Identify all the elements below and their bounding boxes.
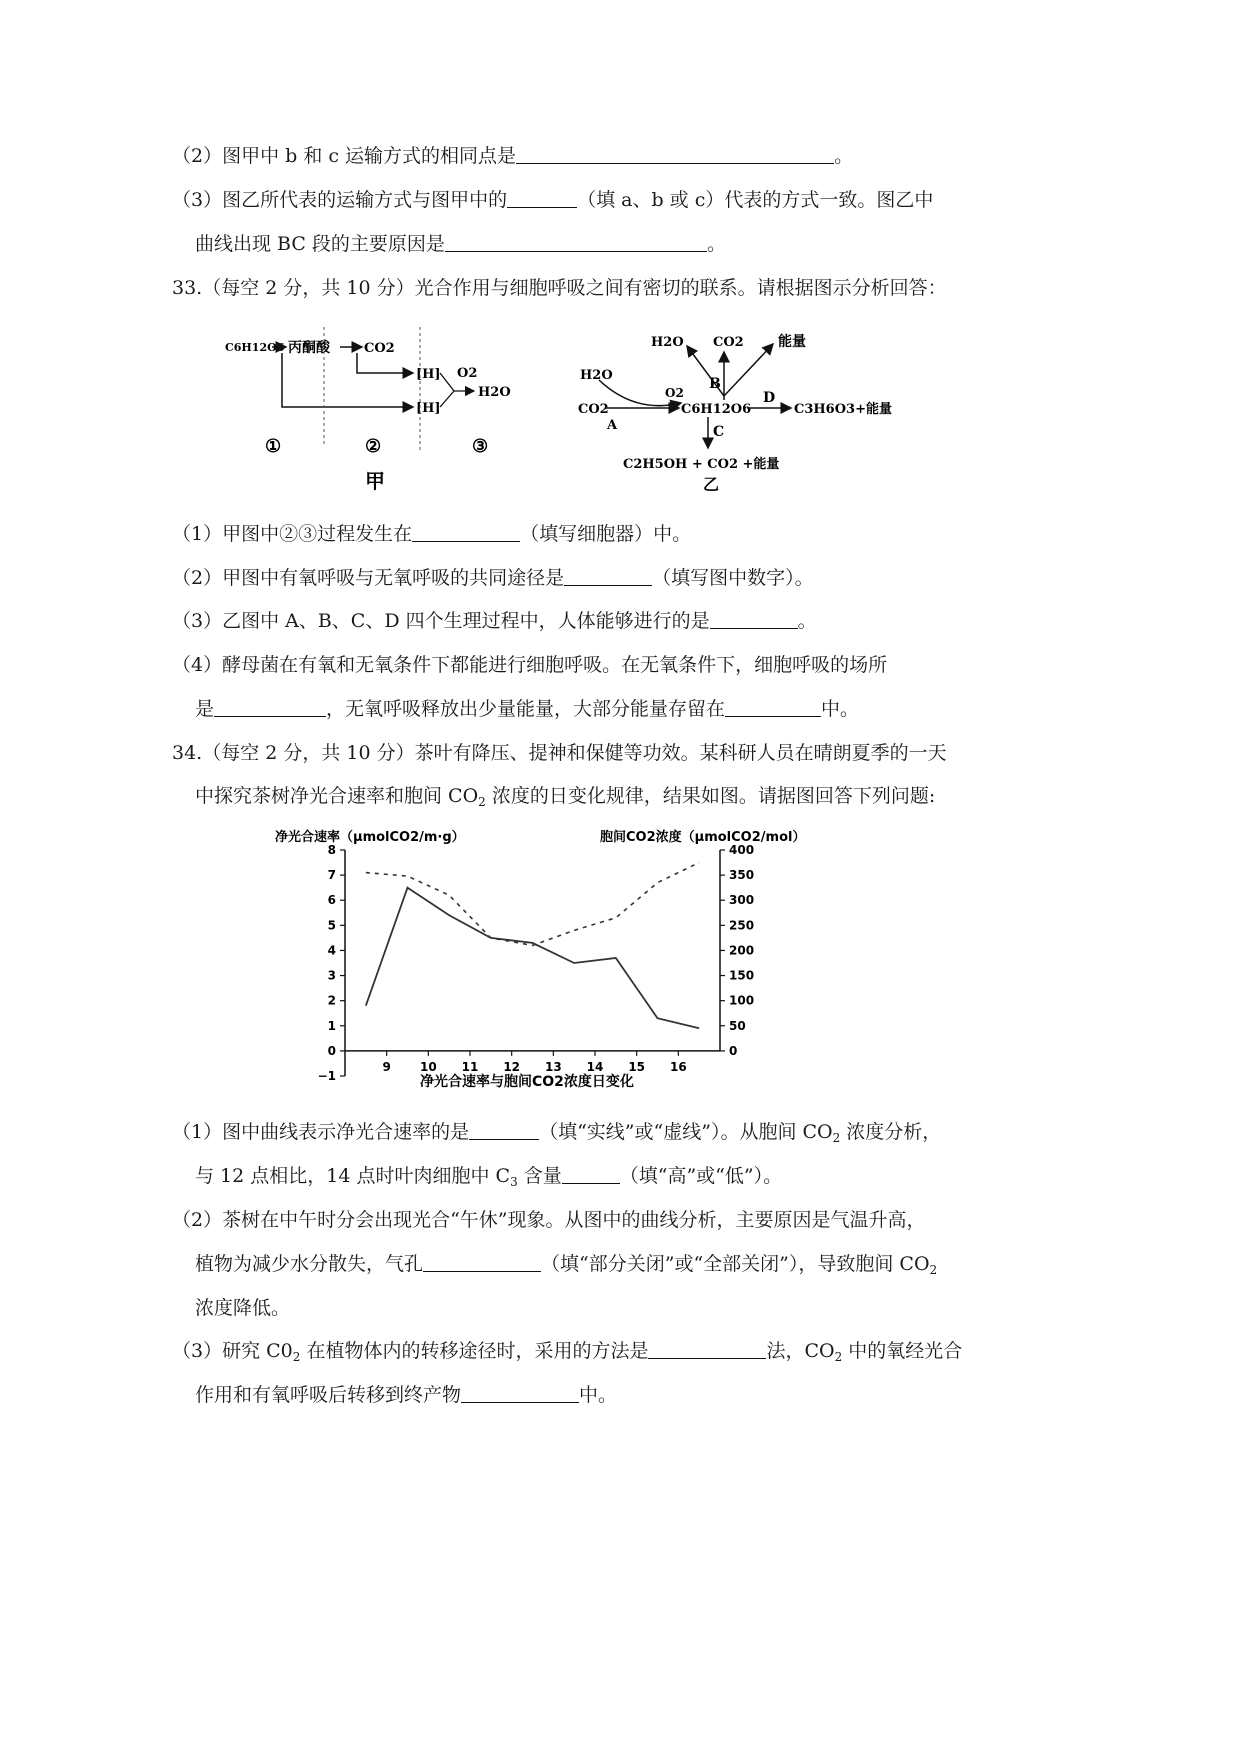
- glucose-label: C6H12O6: [681, 402, 752, 417]
- x-tick-label: 16: [669, 1059, 687, 1074]
- q32-part2: （2）图甲中 b 和 c 运输方式的相同点是 。: [172, 145, 854, 167]
- h2o-label: H2O: [478, 385, 511, 400]
- answer-blank[interactable]: [507, 187, 577, 208]
- x-tick-label: 9: [382, 1059, 391, 1074]
- net-photosynthesis-chart: [275, 818, 860, 1098]
- h-label-1: [H]: [416, 367, 441, 382]
- process-b-label: B: [709, 376, 721, 392]
- answer-blank[interactable]: [710, 608, 798, 629]
- q34-part2-line3: 浓度降低。: [195, 1297, 291, 1319]
- energy-top-label: 能量: [778, 334, 806, 350]
- x-tick-label: 10: [419, 1059, 437, 1074]
- o2-label: O2: [457, 366, 478, 381]
- answer-blank[interactable]: [214, 696, 326, 717]
- y-left-tick-label: 5: [327, 918, 336, 933]
- x-tick-label: 13: [544, 1059, 562, 1074]
- glucose-label: C6H12O6: [225, 341, 285, 354]
- h2o-top-label: H2O: [651, 335, 684, 350]
- answer-blank[interactable]: [461, 1382, 579, 1403]
- answer-blank[interactable]: [648, 1338, 766, 1359]
- o2-label: O2: [665, 386, 684, 400]
- h-label-2: [H]: [416, 401, 441, 416]
- chart-title: 净光合速率与胞间CO2浓度日变化: [420, 1074, 634, 1090]
- q34-header-line2: 中探究茶树净光合速率和胞间 $CO_2$ 浓度的日变化规律，结果如图。请据图回答下列问题:: [195, 785, 936, 809]
- q34-part1-line2: 与 12 点相比，14 点时叶肉细胞中 $C_3$ 含量 （填“高”或“低”）。: [195, 1165, 783, 1189]
- x-tick-label: 15: [628, 1059, 646, 1074]
- answer-blank[interactable]: [725, 696, 821, 717]
- q33-part2: （2）甲图中有氧呼吸与无氧呼吸的共同途径是 （填写图中数字）。: [172, 567, 814, 589]
- q34-part3: （3）研究 $C0_2$ 在植物体内的转移途径时，采用的方法是 法，$CO_2$ 中的氧经光合: [172, 1340, 963, 1364]
- stage-3-label: ③: [472, 436, 489, 457]
- y-right-tick-label: 350: [729, 868, 755, 883]
- q33-part3: （3）乙图中 A、B、C、D 四个生理过程中，人体能够进行的是 。: [172, 610, 817, 632]
- diagram-jia: [220, 325, 530, 500]
- y-right-tick-label: 50: [729, 1018, 746, 1033]
- x-tick-label: 14: [586, 1059, 604, 1074]
- answer-blank[interactable]: [423, 1251, 541, 1272]
- y-left-tick-label: 4: [327, 943, 336, 958]
- y-right-axis-label: 胞间CO2浓度（μmolCO2/mol）: [600, 830, 806, 845]
- answer-blank[interactable]: [564, 565, 652, 586]
- y-left-tick-label: 6: [327, 893, 336, 908]
- process-a-label: A: [607, 418, 618, 433]
- process-d-label: D: [763, 390, 776, 406]
- q32-part3-line2: 曲线出现 BC 段的主要原因是 。: [195, 233, 726, 255]
- x-tick-label: 11: [461, 1059, 479, 1074]
- y-right-tick-label: 100: [729, 993, 755, 1008]
- y-right-tick-label: 400: [729, 843, 755, 857]
- co2-top-label: CO2: [713, 335, 744, 350]
- y-left-tick-label: −1: [317, 1069, 336, 1083]
- y-left-axis-label: 净光合速率（μmolCO2/m·g）: [275, 830, 465, 845]
- y-right-tick-label: 250: [729, 918, 755, 933]
- y-left-tick-label: 3: [327, 968, 336, 983]
- q34-header: 34.（每空 2 分，共 10 分）茶叶有降压、提神和保健等功效。某科研人员在晴朗夏季的一天: [172, 742, 947, 764]
- net-photosynthesis-line: [366, 888, 699, 1029]
- q34-part2-line2: 植物为减少水分散失，气孔 （填“部分关闭”或“全部关闭”），导致胞间 $CO_2$: [195, 1253, 938, 1277]
- x-tick-label: 12: [503, 1059, 521, 1074]
- co2-label: CO2: [364, 341, 395, 356]
- q33-part4: （4）酵母菌在有氧和无氧条件下都能进行细胞呼吸。在无氧条件下，细胞呼吸的场所: [172, 654, 888, 676]
- diagram-jia-caption: 甲: [365, 469, 385, 493]
- y-left-tick-label: 1: [327, 1018, 336, 1033]
- y-left-tick-label: 2: [327, 993, 336, 1008]
- q33-header: 33.（每空 2 分，共 10 分）光合作用与细胞呼吸之间有密切的联系。请根据图示分析回答：: [172, 277, 947, 299]
- y-left-tick-label: 0: [327, 1043, 336, 1058]
- stage-1-label: ①: [265, 436, 282, 457]
- lactate-label: C3H6O3+能量: [794, 402, 892, 417]
- answer-blank[interactable]: [516, 143, 834, 164]
- y-left-tick-label: 8: [327, 843, 336, 857]
- process-c-label: C: [713, 424, 725, 440]
- answer-blank[interactable]: [562, 1163, 620, 1184]
- intercellular-co2-line: [366, 863, 699, 946]
- y-right-tick-label: 0: [729, 1043, 738, 1058]
- ethanol-label: C2H5OH + CO2 +能量: [623, 457, 780, 472]
- stage-2-label: ②: [365, 436, 382, 457]
- pyruvate-label: 丙酮酸: [288, 340, 330, 356]
- q34-part3-line2: 作用和有氧呼吸后转移到终产物 中。: [195, 1384, 618, 1406]
- q34-part2: （2）茶树在中午时分会出现光合“午休”现象。从图中的曲线分析，主要原因是气温升高，: [172, 1209, 926, 1231]
- q33-part1: （1）甲图中②③过程发生在 （填写细胞器）中。: [172, 523, 692, 545]
- q32-part3: （3）图乙所代表的运输方式与图甲中的 （填 a、b 或 c）代表的方式一致。图乙中: [172, 189, 934, 211]
- y-right-tick-label: 300: [729, 893, 755, 908]
- co2-left-label: CO2: [578, 402, 609, 417]
- answer-blank[interactable]: [469, 1119, 539, 1140]
- q34-part1: （1）图中曲线表示净光合速率的是 （填“实线”或“虚线”）。从胞间 $CO_2$ 浓度分析，: [172, 1121, 942, 1145]
- diagram-yi: [578, 318, 1005, 503]
- y-right-tick-label: 200: [729, 943, 755, 958]
- q33-part4-line2: 是 ，无氧呼吸释放出少量能量，大部分能量存留在 中。: [195, 698, 860, 720]
- answer-blank[interactable]: [445, 231, 707, 252]
- y-left-tick-label: 7: [327, 868, 336, 883]
- diagram-yi-caption: 乙: [703, 475, 720, 494]
- answer-blank[interactable]: [412, 521, 520, 542]
- y-right-tick-label: 150: [729, 968, 755, 983]
- h2o-left-label: H2O: [580, 368, 613, 383]
